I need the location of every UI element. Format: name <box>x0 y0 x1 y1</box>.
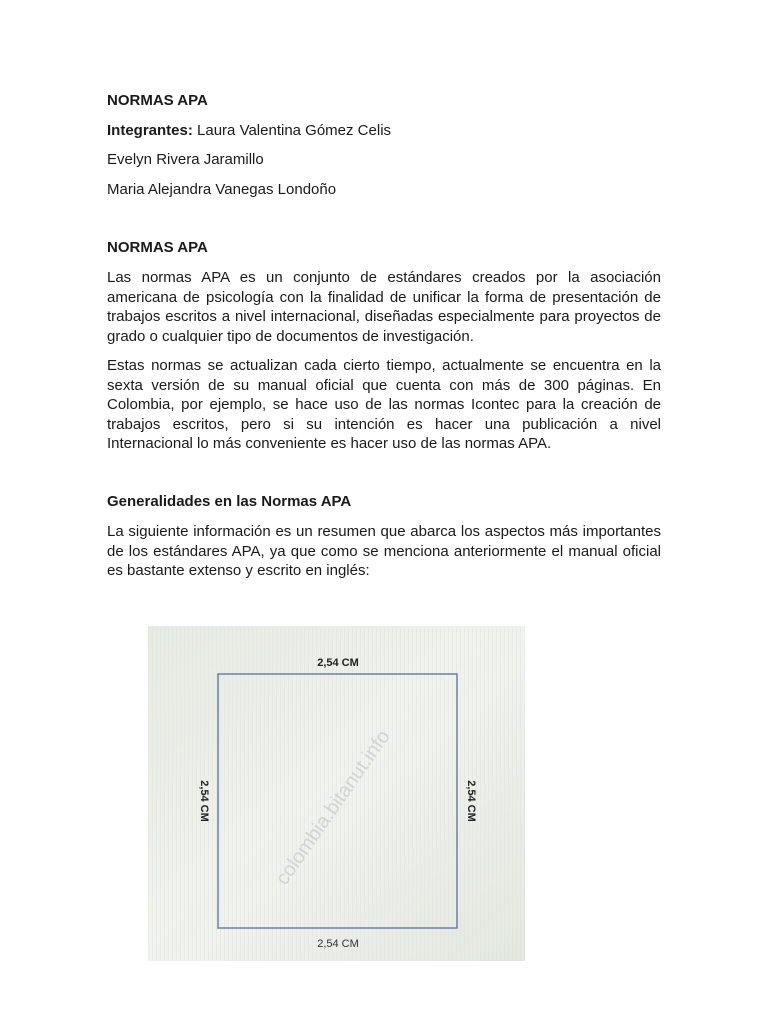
member-name: Maria Alejandra Vanegas Londoño <box>107 181 337 198</box>
document-title: NORMAS APA <box>107 92 208 109</box>
watermark: colombia.bitanut.info <box>271 726 395 890</box>
margin-top-label: 2,54 CM <box>317 657 359 669</box>
members-line <box>107 121 391 141</box>
member-name: Laura Valentina Gómez Celis <box>197 122 392 139</box>
paragraph: La siguiente información es un resumen que abarca los aspectos más importantes de los estándares APA, ya que como se menciona anteriormente el manual oficial es bastante extenso y escrito en inglés: <box>107 523 661 579</box>
section-heading: NORMAS APA <box>107 239 208 256</box>
paragraph: Las normas APA es un conjunto de estándares creados por la asociación americana de psicología con la finalidad de unificar la forma de presentación de trabajos escritos a nivel internacional, diseñadas especialmente para proyectos de grado o cualquier tipo de documentos de investigación. <box>107 269 661 345</box>
paragraph: Estas normas se actualizan cada cierto tiempo, actualmente se encuentra en la sexta versión de su manual oficial que cuenta con más de 300 páginas. En Colombia, por ejemplo, se hace uso de las normas Icontec para la creación de trabajos escritos, pero si su intención es hacer una publicación a nivel Internacional lo más conveniente es hacer uso de las normas APA. <box>107 357 661 452</box>
margins-figure <box>148 626 525 961</box>
margin-bottom-label: 2,54 CM <box>317 938 359 950</box>
members-label: Integrantes: <box>107 122 193 139</box>
margin-right-label: 2,54 CM <box>465 780 477 822</box>
margin-left-label: 2,54 CM <box>198 780 210 822</box>
member-name: Evelyn Rivera Jaramillo <box>107 151 264 168</box>
section-heading: Generalidades en las Normas APA <box>107 493 352 510</box>
margins-diagram <box>148 626 525 961</box>
